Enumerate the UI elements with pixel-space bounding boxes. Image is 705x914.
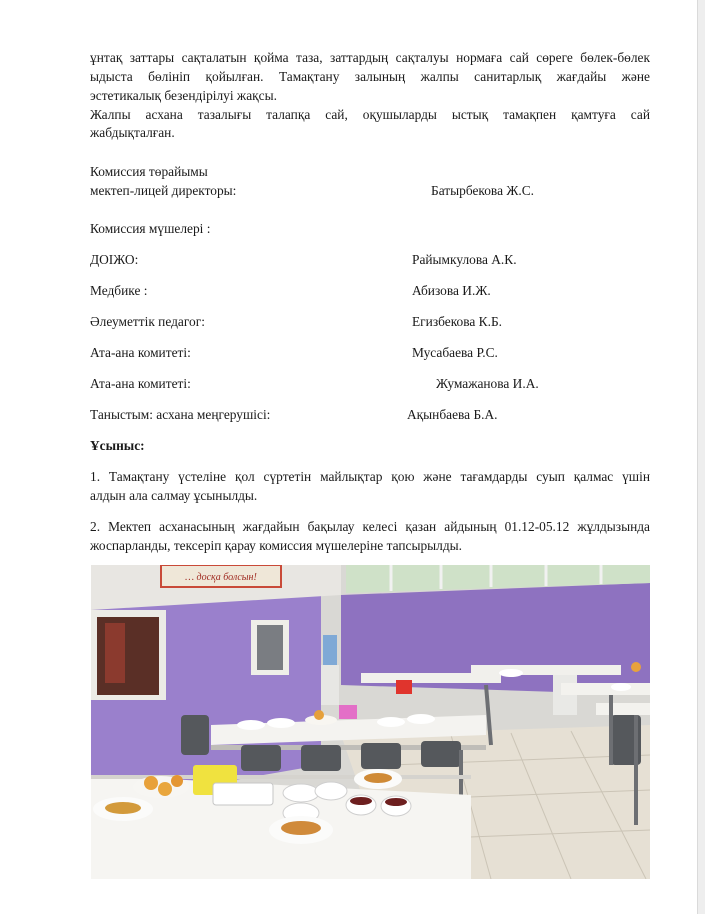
proposals-heading: Ұсыныс: — [90, 438, 145, 453]
member-role: Таныстым: асхана меңгерушісі: — [90, 407, 271, 422]
page-edge — [697, 0, 705, 914]
proposal-2-line-2: жоспарланды, тексеріп қарау комиссия мүшелеріне тапсырылды. — [90, 538, 463, 553]
member-role: Ата-ана комитеті: — [90, 345, 191, 360]
member-role: ДОІЖО: — [90, 252, 139, 267]
proposal-1-line-1: 1. Тамақтану үстеліне қол сүртетін майлықтар қою және тағамдарды суып қалмас үшін — [90, 469, 650, 484]
banner — [161, 565, 281, 587]
intro-line-4: Жалпы асхана тазалығы талапқа сай, оқушыларды ыстық тамақпен қамтуға сай — [90, 107, 650, 122]
intro-line-3: эстетикалық безендірілуі жақсы. — [90, 88, 277, 103]
member-name: Абизова И.Ж. — [412, 283, 491, 298]
member-name: Жумажанова И.А. — [436, 376, 539, 391]
member-name: Райымкулова А.К. — [412, 252, 517, 267]
banner-text: … досқа болсын! — [185, 572, 257, 583]
member-role: Ата-ана комитеті: — [90, 376, 191, 391]
chair-role: мектеп-лицей директоры: — [90, 183, 237, 198]
member-role: Әлеуметтік педагог: — [90, 314, 205, 329]
members-heading: Комиссия мүшелері : — [90, 221, 211, 236]
chair-title: Комиссия төрайымы — [90, 164, 208, 179]
intro-line-1: ұнтақ заттары сақталатын қойма таза, заттардың сақталуы нормаға сай сөреге бөлек-бөлек — [90, 50, 650, 65]
proposal-1-line-2: алдын ала салмау ұсынылды. — [90, 488, 258, 503]
intro-line-5: жабдықталған. — [90, 125, 175, 140]
member-name: Егизбекова К.Б. — [412, 314, 502, 329]
canteen-photo — [91, 565, 650, 879]
member-name: Ақынбаева Б.А. — [407, 407, 498, 422]
chair-name: Батырбекова Ж.С. — [431, 183, 534, 198]
proposal-2-line-1: 2. Мектеп асханасының жағдайын бақылау келесі қазан айдының 01.12-05.12 жұлдызында — [90, 519, 650, 534]
member-role: Медбике : — [90, 283, 148, 298]
intro-line-2: ыдыста бөлініп қойылған. Тамақтану залының жалпы санитарлық жағдайы және — [90, 69, 650, 84]
member-name: Мусабаева Р.С. — [412, 345, 498, 360]
